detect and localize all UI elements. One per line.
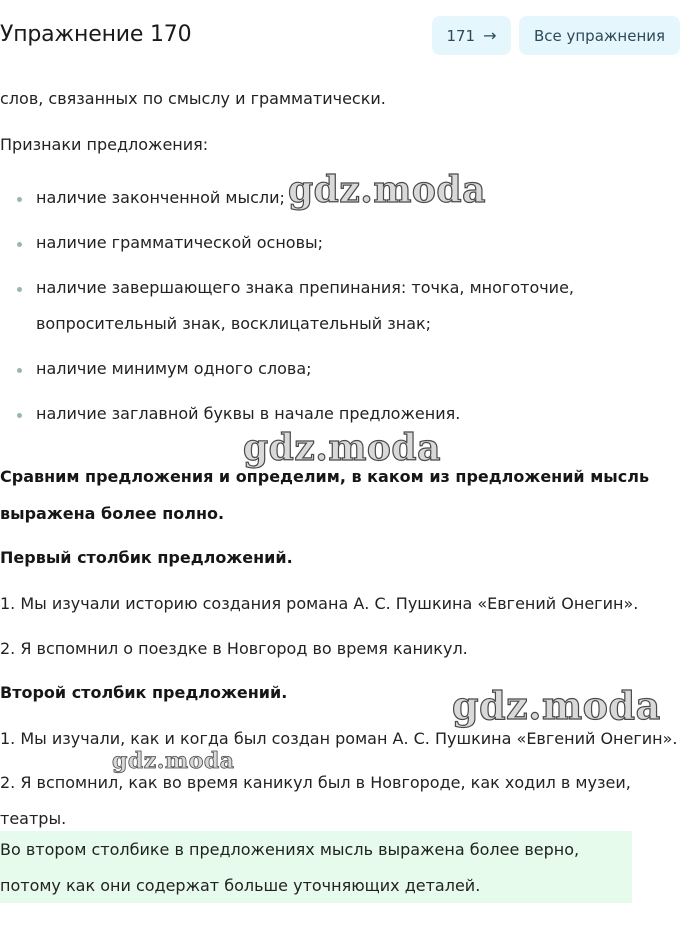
answer-box <box>0 831 632 903</box>
next-exercise-button[interactable] <box>432 16 511 55</box>
bullet-dot <box>17 368 22 373</box>
list-item: наличие минимум одного слова; <box>36 359 312 378</box>
intro-text: слов, связанных по смыслу и грамматически. <box>0 89 386 108</box>
list-item: наличие грамматической основы; <box>36 233 324 252</box>
answer-line1: Во втором столбике в предложениях мысль выражена более верно, <box>0 840 580 859</box>
bullet-dot <box>17 242 22 247</box>
watermark-logo: gdz.moda <box>243 427 441 469</box>
next-exercise-label: 171 <box>446 26 476 45</box>
bullet-dot <box>17 413 22 418</box>
column2-heading: Второй столбик предложений. <box>0 683 288 702</box>
column2-sentence: 1. Мы изучали, как и когда был создан роман А. С. Пушкина «Евгений Онегин». <box>0 729 678 748</box>
signs-heading: Признаки предложения: <box>0 135 209 154</box>
list-item: наличие завершающего знака препинания: точка, многоточие, <box>36 278 575 297</box>
compare-text-line1: Сравним предложения и определим, в каком из предложений мысль <box>0 467 650 486</box>
list-item-continuation: вопросительный знак, восклицательный знак; <box>36 314 432 333</box>
page-title: Упражнение 170 <box>0 22 192 47</box>
answer-line2: потому как они содержат больше уточняющих деталей. <box>0 876 481 895</box>
list-item: наличие заглавной буквы в начале предложения. <box>36 404 461 423</box>
column2-sentence: 2. Я вспомнил, как во время каникул был в Новгороде, как ходил в музеи, <box>0 773 631 792</box>
bullet-dot <box>17 197 22 202</box>
watermark-logo: gdz.moda <box>112 748 235 774</box>
column1-heading: Первый столбик предложений. <box>0 548 293 567</box>
watermark-logo: gdz.moda <box>452 683 661 728</box>
page-header <box>0 0 680 70</box>
bullet-dot <box>17 287 22 292</box>
arrow-right-icon: → <box>483 25 497 45</box>
all-exercises-button[interactable]: Все упражнения <box>519 16 680 55</box>
watermark-logo: gdz.moda <box>288 169 486 211</box>
list-item: наличие законченной мысли; <box>36 188 285 207</box>
compare-text-line2: выражена более полно. <box>0 504 225 523</box>
column1-sentence: 2. Я вспомнил о поездке в Новгород во время каникул. <box>0 639 468 658</box>
column2-sentence-continuation: театры. <box>0 809 67 828</box>
column1-sentence: 1. Мы изучали историю создания романа А. С. Пушкина «Евгений Онегин». <box>0 594 639 613</box>
